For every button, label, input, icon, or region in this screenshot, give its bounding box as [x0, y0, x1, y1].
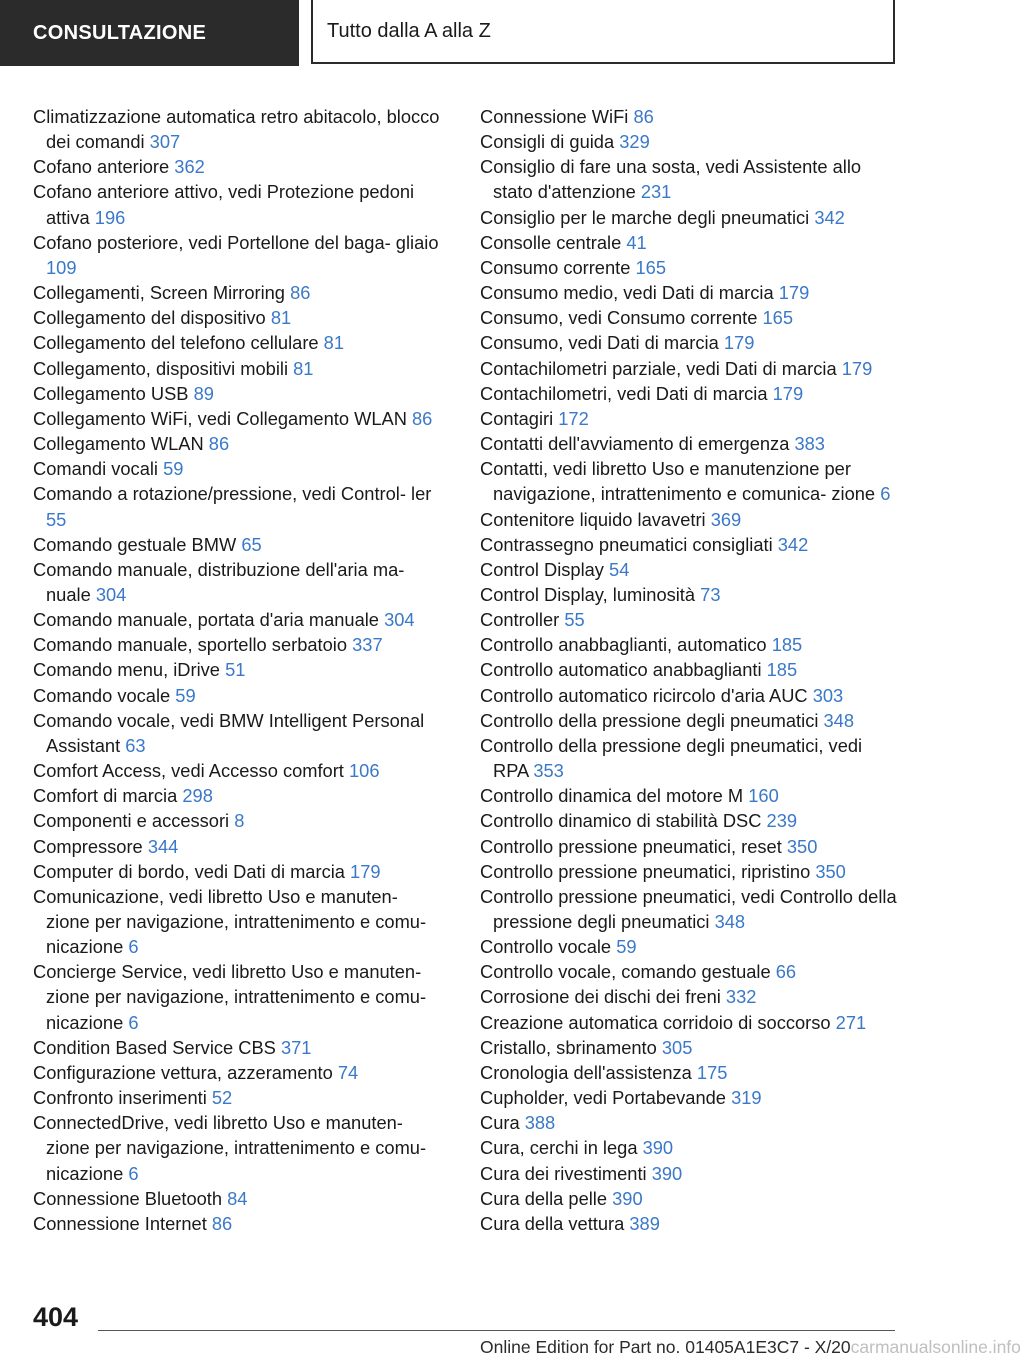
page-reference-link[interactable]: 41 — [626, 231, 647, 253]
entry-term: Consumo, vedi Dati di marcia — [480, 332, 719, 354]
index-entry — [33, 481, 441, 531]
page-reference-link[interactable]: 81 — [323, 332, 345, 354]
entry-term: Collegamento del dispositivo — [33, 307, 266, 329]
entry-term: Collegamento WLAN — [33, 433, 204, 455]
index-entry — [480, 632, 900, 657]
entry-term: Cura dei rivestimenti — [480, 1162, 647, 1184]
page-reference-link[interactable]: 160 — [748, 785, 779, 807]
entry-term: Confronto inserimenti — [33, 1087, 207, 1109]
index-entry — [480, 1085, 900, 1110]
index-entry — [480, 280, 900, 305]
chapter-tab-label: Tutto dalla A alla Z — [327, 19, 491, 42]
page-reference-link[interactable]: 303 — [812, 684, 844, 706]
page-reference-link[interactable]: 369 — [710, 508, 742, 530]
page-reference-link[interactable]: 344 — [147, 835, 179, 857]
page-reference-link[interactable]: 86 — [412, 407, 433, 429]
section-tab[interactable] — [0, 0, 299, 66]
entry-term: Controllo anabbaglianti, automatico — [480, 634, 767, 656]
edition-line — [480, 1337, 1021, 1358]
watermark-text: carmanualsonline.info — [850, 1337, 1021, 1357]
page-reference-link[interactable]: 298 — [182, 785, 213, 807]
entry-term: Cofano anteriore attivo, vedi Protezione pedoni attiva — [33, 181, 415, 228]
page-reference-link[interactable]: 84 — [227, 1187, 248, 1209]
page-reference-link[interactable]: 73 — [700, 583, 721, 605]
entry-term: Collegamento USB — [33, 382, 189, 404]
index-entry — [33, 431, 441, 456]
index-entry — [480, 708, 900, 733]
index-column-right — [480, 104, 900, 1236]
entry-term: Creazione automatica corridoio di soccorso — [480, 1011, 831, 1033]
page-reference-link[interactable]: 390 — [651, 1162, 683, 1184]
page-reference-link[interactable]: 383 — [794, 433, 825, 455]
page-reference-link[interactable]: 86 — [211, 1212, 233, 1234]
entry-term: Consigli di guida — [480, 131, 615, 153]
entry-term: Collegamento del telefono cellulare — [33, 332, 319, 354]
entry-term: Controllo vocale, comando gestuale — [480, 961, 771, 983]
index-entry — [33, 557, 441, 607]
entry-term: Comando manuale, sportello serbatoio — [33, 634, 348, 656]
page-reference-link[interactable]: 329 — [619, 131, 650, 153]
page-reference-link[interactable]: 74 — [337, 1061, 359, 1083]
page-reference-link[interactable]: 86 — [290, 282, 311, 304]
entry-term: Compressore — [33, 835, 143, 857]
page-reference-link[interactable]: 390 — [612, 1187, 643, 1209]
index-entry — [33, 154, 441, 179]
entry-term: Controllo dinamica del motore M — [480, 785, 744, 807]
index-entry — [480, 934, 900, 959]
entry-term: Collegamento, dispositivi mobili — [33, 357, 289, 379]
index-entry — [480, 1035, 900, 1060]
page-reference-link[interactable]: 388 — [524, 1112, 556, 1134]
entry-term: Connessione Internet — [33, 1212, 207, 1234]
page-reference-link[interactable]: 337 — [352, 634, 383, 656]
page-reference-link[interactable]: 304 — [95, 583, 127, 605]
index-entry — [480, 507, 900, 532]
page-reference-link[interactable]: 63 — [125, 734, 146, 756]
page-reference-link[interactable]: 86 — [208, 433, 230, 455]
index-entry — [33, 406, 441, 431]
entry-term: Cupholder, vedi Portabevande — [480, 1087, 726, 1109]
page-reference-link[interactable]: 81 — [293, 357, 314, 379]
page-reference-link[interactable]: 350 — [786, 835, 818, 857]
index-entry — [33, 305, 441, 330]
page-reference-link[interactable]: 371 — [280, 1036, 312, 1058]
page-reference-link[interactable]: 179 — [723, 332, 755, 354]
index-entry — [480, 808, 900, 833]
index-entry — [480, 205, 900, 230]
page-reference-link[interactable]: 54 — [609, 558, 630, 580]
entry-term: Comando gestuale BMW — [33, 533, 237, 555]
entry-term: Comando manuale, distribuzione dell'aria ma- nuale — [33, 558, 405, 605]
page-reference-link[interactable]: 179 — [772, 382, 804, 404]
page-reference-link[interactable]: 179 — [778, 282, 810, 304]
entry-term: Consumo, vedi Consumo corrente — [480, 307, 758, 329]
index-entry — [480, 733, 900, 783]
index-entry — [480, 1110, 900, 1135]
page-reference-link[interactable]: 350 — [815, 860, 846, 882]
page-reference-link[interactable]: 165 — [635, 256, 666, 278]
index-entry — [33, 808, 441, 833]
entry-term: Contatti, vedi libretto Uso e manutenzione per navigazione, intrattenimento e comunica- zione — [480, 458, 876, 505]
page-reference-link[interactable]: 8 — [234, 810, 245, 832]
entry-term: Consolle centrale — [480, 231, 622, 253]
index-entry — [480, 129, 900, 154]
page-reference-link[interactable]: 175 — [696, 1061, 728, 1083]
index-entry — [480, 154, 900, 204]
page-reference-link[interactable]: 348 — [823, 709, 855, 731]
index-entry — [480, 104, 900, 129]
entry-term: Collegamenti, Screen Mirroring — [33, 282, 285, 304]
entry-term: Controllo della pressione degli pneumatici — [480, 709, 819, 731]
entry-term: Control Display — [480, 558, 604, 580]
index-entry — [480, 532, 900, 557]
index-entry — [33, 758, 441, 783]
entry-term: Comando a rotazione/pressione, vedi Control- ler — [33, 483, 432, 505]
page-reference-link[interactable]: 305 — [661, 1036, 693, 1058]
index-entry — [480, 305, 900, 330]
entry-term: Contatti dell'avviamento di emergenza — [480, 433, 790, 455]
entry-term: Controllo automatico ricircolo d'aria AUC — [480, 684, 808, 706]
page-reference-link[interactable]: 353 — [533, 760, 564, 782]
page-reference-link[interactable]: 342 — [777, 533, 809, 555]
entry-term: Corrosione dei dischi dei freni — [480, 986, 721, 1008]
page-reference-link[interactable]: 55 — [564, 609, 585, 631]
entry-term: Controllo vocale — [480, 936, 612, 958]
entry-term: Consiglio per le marche degli pneumatici — [480, 206, 810, 228]
section-tab-label: CONSULTAZIONE — [33, 21, 207, 44]
page-header — [0, 0, 960, 66]
page-reference-link[interactable]: 81 — [270, 307, 292, 329]
index-entry — [480, 607, 900, 632]
index-entry — [480, 1211, 900, 1236]
index-entry — [33, 456, 441, 481]
entry-term: ConnectedDrive, vedi libretto Uso e manuten- zione per navigazione, intrattenimento e comu- nicazione — [33, 1112, 427, 1184]
entry-term: Cura — [480, 1112, 520, 1134]
index-column-left — [33, 104, 441, 1236]
page-reference-link[interactable]: 172 — [558, 407, 589, 429]
entry-term: Consumo medio, vedi Dati di marcia — [480, 282, 774, 304]
entry-term: Condition Based Service CBS — [33, 1036, 276, 1058]
index-entry — [480, 255, 900, 280]
index-entry — [33, 532, 441, 557]
page-reference-link[interactable]: 55 — [46, 508, 67, 530]
entry-term: Comando vocale — [33, 684, 171, 706]
entry-term: Componenti e accessori — [33, 810, 230, 832]
entry-term: Contachilometri, vedi Dati di marcia — [480, 382, 768, 404]
page-reference-link[interactable]: 332 — [725, 986, 757, 1008]
page-reference-link[interactable]: 307 — [149, 131, 181, 153]
page-reference-link[interactable]: 106 — [348, 760, 380, 782]
entry-term: Computer di bordo, vedi Dati di marcia — [33, 860, 345, 882]
page-reference-link[interactable]: 348 — [714, 911, 746, 932]
index-entry — [480, 683, 900, 708]
page-reference-link[interactable]: 390 — [642, 1137, 674, 1159]
index-entry — [480, 330, 900, 355]
page-reference-link[interactable]: 66 — [775, 961, 797, 983]
page-reference-link[interactable]: 52 — [211, 1087, 233, 1109]
page-reference-link[interactable]: 65 — [241, 533, 262, 555]
page-reference-link[interactable]: 362 — [174, 156, 205, 178]
index-entry — [480, 1060, 900, 1085]
index-entry — [480, 657, 900, 682]
entry-term: Contenitore liquido lavavetri — [480, 508, 706, 530]
page-reference-link[interactable]: 59 — [175, 684, 196, 706]
entry-term: Consiglio di fare una sosta, vedi Assistente allo stato d'attenzione — [480, 156, 862, 203]
page-reference-link[interactable]: 231 — [640, 181, 672, 203]
page-reference-link[interactable]: 185 — [771, 634, 803, 656]
index-entry — [480, 356, 900, 381]
entry-term: Comfort di marcia — [33, 785, 178, 807]
entry-term: Concierge Service, vedi libretto Uso e manuten- zione per navigazione, intrattenimento e comu- nicazione — [33, 961, 427, 1033]
page-reference-link[interactable]: 185 — [766, 659, 798, 681]
index-entry — [33, 280, 441, 305]
page-reference-link[interactable]: 179 — [350, 860, 381, 882]
page-reference-link[interactable]: 271 — [835, 1011, 867, 1033]
index-entry — [33, 1211, 441, 1236]
index-entry — [33, 1060, 441, 1085]
index-entry — [480, 1186, 900, 1211]
entry-term: Consumo corrente — [480, 256, 631, 278]
entry-term: Climatizzazione automatica retro abitacolo, blocco dei comandi — [33, 106, 440, 153]
page-reference-link[interactable]: 6 — [128, 936, 139, 958]
page-number: 404 — [33, 1302, 79, 1332]
index-entry — [480, 783, 900, 808]
page-reference-link[interactable]: 165 — [762, 307, 794, 329]
page-reference-link[interactable]: 179 — [841, 357, 873, 379]
index-entry — [480, 230, 900, 255]
index-entry — [33, 632, 441, 657]
page-reference-link[interactable]: 89 — [193, 382, 214, 404]
index-entry — [33, 1035, 441, 1060]
chapter-tab[interactable] — [311, 0, 895, 64]
entry-term: Control Display, luminosità — [480, 583, 696, 605]
entry-term: Cristallo, sbrinamento — [480, 1036, 657, 1058]
index-entry — [33, 708, 441, 758]
page-reference-link[interactable]: 86 — [633, 106, 654, 127]
page-reference-link[interactable]: 342 — [814, 206, 845, 228]
entry-term: Cura della pelle — [480, 1187, 608, 1209]
entry-term: Comando manuale, portata d'aria manuale — [33, 609, 379, 631]
entry-term: Cofano posteriore, vedi Portellone del baga- gliaio — [33, 231, 439, 253]
index-entry — [33, 230, 441, 280]
entry-term: Connessione Bluetooth — [33, 1187, 223, 1209]
index-entry — [480, 582, 900, 607]
index-entry — [33, 104, 441, 154]
page-reference-link[interactable]: 109 — [46, 256, 77, 278]
page-reference-link[interactable]: 196 — [94, 206, 126, 228]
entry-term: Cura della vettura — [480, 1212, 625, 1234]
entry-term: Controllo pressione pneumatici, reset — [480, 835, 782, 857]
index-entry — [480, 984, 900, 1009]
index-entry — [33, 884, 441, 959]
index-entry — [33, 179, 441, 229]
page-reference-link[interactable]: 6 — [128, 1162, 139, 1184]
index-entry — [33, 783, 441, 808]
index-entry — [33, 1110, 441, 1185]
entry-term: Cofano anteriore — [33, 156, 170, 178]
page-reference-link[interactable]: 59 — [163, 458, 184, 480]
index-entry — [480, 1135, 900, 1160]
entry-term: Controllo pressione pneumatici, ripristino — [480, 860, 811, 882]
edition-text: Online Edition for Part no. 01405A1E3C7 - X/20 — [480, 1337, 851, 1357]
index-entry — [480, 431, 900, 456]
entry-term: Comunicazione, vedi libretto Uso e manuten- zione per navigazione, intrattenimento e comu- nicazione — [33, 885, 427, 958]
page-reference-link[interactable]: 59 — [616, 936, 637, 958]
entry-term: Controllo automatico anabbaglianti — [480, 659, 762, 681]
entry-term: Contachilometri parziale, vedi Dati di marcia — [480, 357, 837, 379]
page-reference-link[interactable]: 6 — [880, 483, 891, 505]
index-entry — [33, 859, 441, 884]
entry-term: Contrassegno pneumatici consigliati — [480, 533, 773, 555]
index-entry — [33, 1186, 441, 1211]
index-entry — [480, 557, 900, 582]
page-reference-link[interactable]: 389 — [629, 1212, 660, 1234]
index-entry — [480, 1010, 900, 1035]
entry-term: Cronologia dell'assistenza — [480, 1061, 692, 1083]
entry-term: Comfort Access, vedi Accesso comfort — [33, 760, 344, 782]
index-entry — [480, 859, 900, 884]
entry-term: Controllo dinamico di stabilità DSC — [480, 810, 762, 832]
index-entry — [33, 657, 441, 682]
entry-term: Controllo pressione pneumatici, vedi Controllo della pressione degli pneumatici — [480, 885, 897, 932]
entry-term: Comando menu, iDrive — [33, 659, 220, 681]
index-entry — [33, 959, 441, 1034]
index-entry — [480, 884, 900, 934]
entry-term: Cura, cerchi in lega — [480, 1137, 638, 1159]
entry-term: Comandi vocali — [33, 458, 158, 480]
index-entry — [33, 381, 441, 406]
entry-term: Controllo della pressione degli pneumatici, vedi RPA — [480, 734, 863, 782]
entry-term: Contagiri — [480, 407, 554, 429]
page-reference-link[interactable]: 51 — [225, 659, 246, 681]
index-entry — [33, 683, 441, 708]
footer-divider — [98, 1330, 895, 1331]
index-entry — [33, 356, 441, 381]
page-reference-link[interactable]: 304 — [384, 609, 415, 631]
entry-term: Controller — [480, 609, 560, 631]
entry-term: Connessione WiFi — [480, 106, 629, 127]
index-entry — [33, 1085, 441, 1110]
index-entry — [33, 330, 441, 355]
index-entry — [480, 1161, 900, 1186]
index-entry — [33, 607, 441, 632]
index-entry — [480, 406, 900, 431]
index-entry — [480, 834, 900, 859]
index-entry — [480, 959, 900, 984]
page-reference-link[interactable]: 6 — [128, 1011, 139, 1033]
entry-term: Configurazione vettura, azzeramento — [33, 1061, 333, 1083]
entry-term: Collegamento WiFi, vedi Collegamento WLAN — [33, 407, 407, 429]
index-entry — [480, 456, 900, 506]
index-entry — [33, 834, 441, 859]
page-reference-link[interactable]: 319 — [731, 1087, 762, 1109]
page-reference-link[interactable]: 239 — [766, 810, 798, 832]
index-entry — [480, 381, 900, 406]
entry-term: Comando vocale, vedi BMW Intelligent Personal Assistant — [33, 709, 425, 756]
